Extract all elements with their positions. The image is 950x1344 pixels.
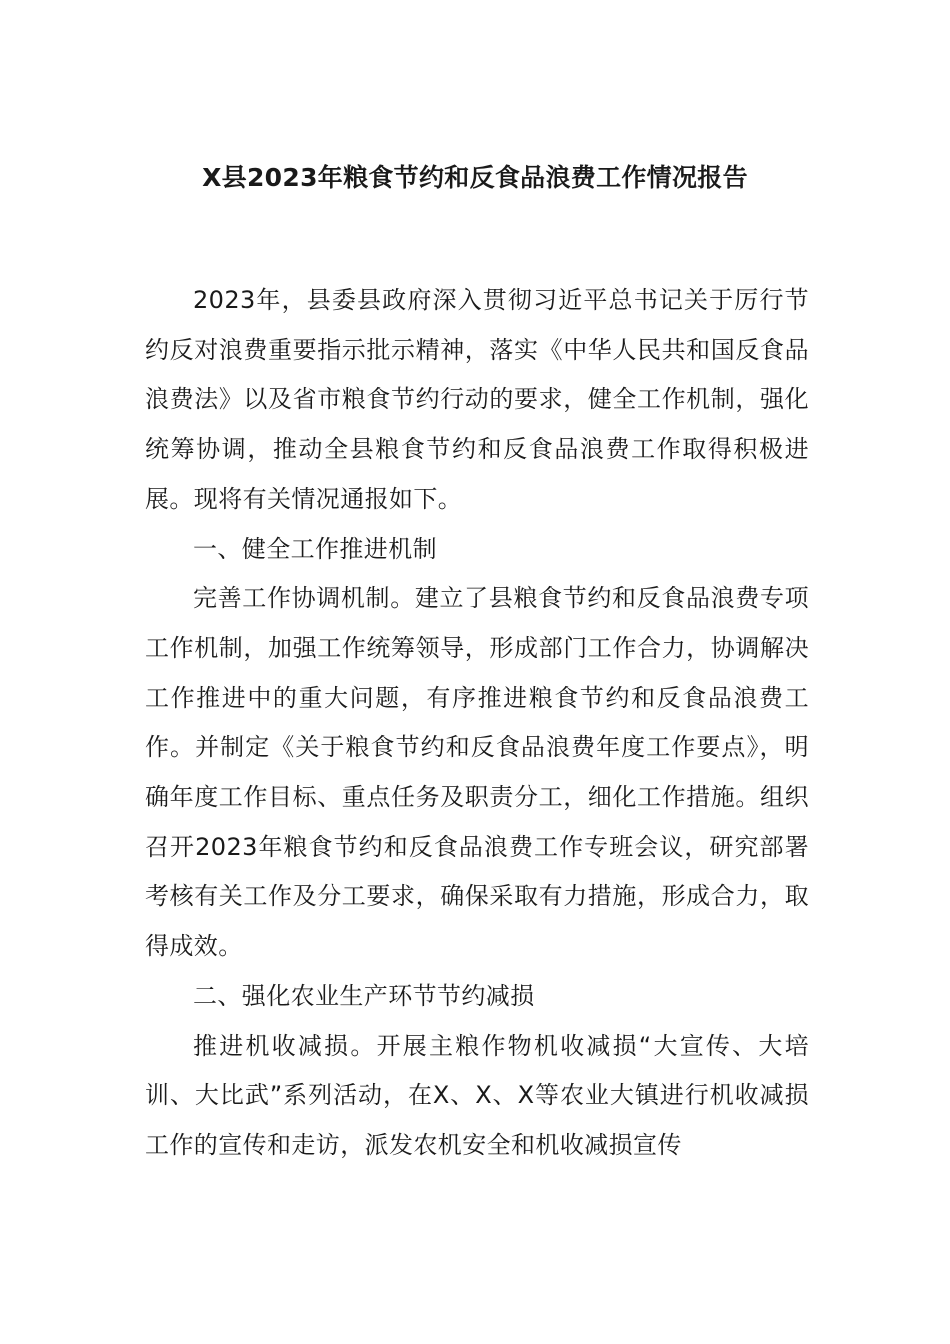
section-1-heading: 一、健全工作推进机制: [193, 534, 437, 563]
section-1-paragraph: 完善工作协调机制。建立了县粮食节约和反食品浪费专项工作机制，加强工作统筹领导，形成部门工作合力，协调解决工作推进中的重大问题，有序推进粮食节约和反食品浪费工作。并制定《关于粮食节约和反食品浪费年度工作要点》，明确年度工作目标、重点任务及职责分工，细化工作措施。组织召开2023年粮食节约和反食品浪费工作专班会议，研究部署考核有关工作及分工要求，确保采取有力措施，形成合力，取得成效。: [145, 584, 809, 961]
intro-paragraph: 2023年，县委县政府深入贯彻习近平总书记关于厉行节约反对浪费重要指示批示精神，落实《中华人民共和国反食品浪费法》以及省市粮食节约行动的要求，健全工作机制，强化统筹协调，推动全县粮食节约和反食品浪费工作取得积极进展。现将有关情况通报如下。: [145, 286, 809, 513]
document-body: [145, 276, 809, 1171]
document-title: X县2023年粮食节约和反食品浪费工作情况报告: [202, 163, 748, 192]
section-2-heading: 二、强化农业生产环节节约减损: [193, 981, 535, 1010]
section-2-paragraph: 推进机收减损。开展主粮作物机收减损“大宣传、大培训、大比武”系列活动，在X、X、X等农业大镇进行机收减损工作的宣传和走访，派发农机安全和机收减损宣传: [145, 1031, 809, 1159]
